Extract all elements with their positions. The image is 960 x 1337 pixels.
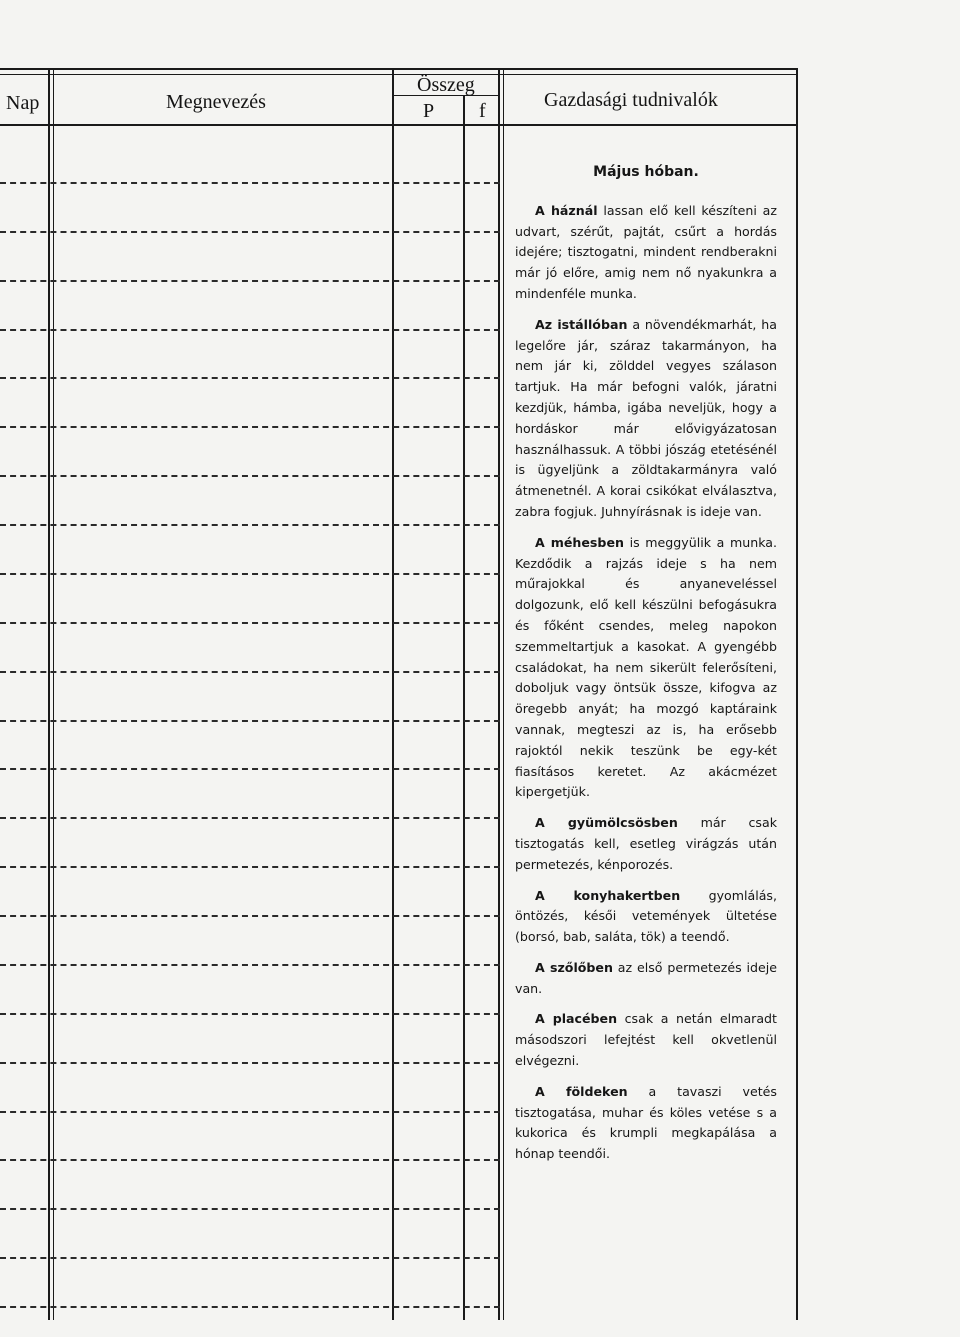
header-pengo: P	[423, 100, 435, 122]
header-top-rule	[0, 68, 797, 70]
notes-lead: A háznál	[535, 202, 598, 218]
ledger-row-rule	[0, 768, 500, 770]
notes-paragraph	[515, 813, 777, 875]
column-rule-pengo	[463, 95, 465, 1320]
ledger-row-rule	[0, 866, 500, 868]
notes-paragraph	[515, 1009, 777, 1071]
notes-paragraph	[515, 1082, 777, 1165]
ledger-row-rule	[0, 720, 500, 722]
ledger-row-rule	[0, 231, 500, 233]
notes-paragraph	[515, 315, 777, 523]
ledger-row-rule	[0, 475, 500, 477]
notes-paragraph	[515, 201, 777, 305]
header-top-rule-2	[0, 74, 797, 75]
notes-title: Május hóban.	[593, 164, 699, 180]
ledger-row-rule	[0, 622, 500, 624]
column-rule-name	[392, 68, 394, 1320]
notes-text: az első permetezés ideje van.	[515, 959, 777, 996]
notes-lead: A méhesben	[535, 534, 624, 550]
header-total: Összeg	[417, 74, 475, 96]
ledger-row-rule	[0, 1306, 500, 1308]
ledger-row-rule	[0, 573, 500, 575]
notes-lead: A placében	[535, 1011, 618, 1027]
notes-column	[515, 160, 777, 1175]
ledger-row-rule	[0, 964, 500, 966]
header-notes: Gazdasági tudnivalók	[544, 89, 718, 111]
ledger-row-rule	[0, 817, 500, 819]
notes-lead: Az istállóban	[535, 316, 628, 332]
notes-paragraph	[515, 886, 777, 948]
ledger-row-rule	[0, 524, 500, 526]
ledger-row-rule	[0, 1208, 500, 1210]
ledger-row-rule	[0, 1257, 500, 1259]
column-rule-day-2	[53, 68, 54, 1320]
ledger-row-rule	[0, 426, 500, 428]
notes-lead: A szőlőben	[535, 959, 613, 975]
ledger-row-rule	[0, 1111, 500, 1113]
notes-text: a tavaszi vetés tisztogatása, muhar és köles vetése s a kukorica és krumpli megkapálása a hónap teendői.	[515, 1083, 777, 1162]
notes-text: a növendékmarhát, ha legelőre jár, száraz takarmányon, ha nem jár ki, zölddel vegyes szálason tartjuk. Ha már befogni valók, járatni kezdjük, hámba, igába neveljük, hogy a hordáskor már elővigyázatosan használhassuk. A többi jószág etetésénél is ügyeljünk a zöldtakarmányra való átmenetnél. A korai csikókat elválasztva, zabra fogjuk. Juhnyírásnak is ideje van.	[515, 316, 777, 519]
ledger-row-rule	[0, 329, 500, 331]
header-filler: f	[479, 100, 486, 122]
header-day: Nap	[6, 92, 40, 114]
column-rule-total-2	[503, 68, 504, 1320]
notes-text: már csak tisztogatás kell, esetleg virágzás után permetezés, kénporozés.	[515, 815, 777, 872]
notes-lead: A gyümölcsösben	[535, 815, 678, 831]
column-rule-day	[48, 68, 50, 1320]
page-right-rule	[796, 68, 798, 1320]
header-bottom-rule	[0, 124, 797, 126]
notes-lead: A földeken	[535, 1083, 628, 1099]
notes-lead: A konyhakertben	[535, 887, 681, 903]
column-rule-total	[498, 68, 500, 1320]
ledger-row-rule	[0, 1062, 500, 1064]
ledger-row-rule	[0, 1013, 500, 1015]
notes-text: csak a netán elmaradt másodszori lefejtést kell okvetlenül elvégezni.	[515, 1011, 777, 1069]
notes-paragraph	[515, 533, 777, 803]
ledger-row-rule	[0, 915, 500, 917]
ledger-row-rule	[0, 671, 500, 673]
ledger-row-rule	[0, 280, 500, 282]
header-name: Megnevezés	[166, 91, 266, 113]
ledger-row-rule	[0, 182, 500, 184]
ledger-row-rule	[0, 377, 500, 379]
notes-text: is meggyülik a munka. Kezdődik a rajzás ideje s ha nem műrajokkal és anyaneveléssel dolgozunk, elő kell készülni befogásukra és főként csendes, meleg napokon szemmeltartjuk a kasokat. A gyengébb családokat, ha nem sikerült felerősíteni, doboljuk vagy öntsük össze, kifogva az öregebb anyát; ha mozgó kaptáraink vannak, megteszi az is, ha erősebb rajoktól nekik teszünk be egy-két fiasításos keretet. Az akácmézet kipergetjük.	[515, 534, 777, 800]
notes-text: lassan elő kell készíteni az udvart, szérűt, pajtát, csűrt a hordás idejére; tisztogatni, mindent rendberakni már jó előre, amig nem nő nyakunkra a mindenféle munka.	[515, 202, 777, 301]
notes-text: gyomlálás, öntözés, késői vetemények ültetése (borsó, bab, saláta, tök) a teendő.	[515, 887, 777, 945]
ledger-row-rule	[0, 1159, 500, 1161]
notes-paragraph	[515, 958, 777, 1000]
